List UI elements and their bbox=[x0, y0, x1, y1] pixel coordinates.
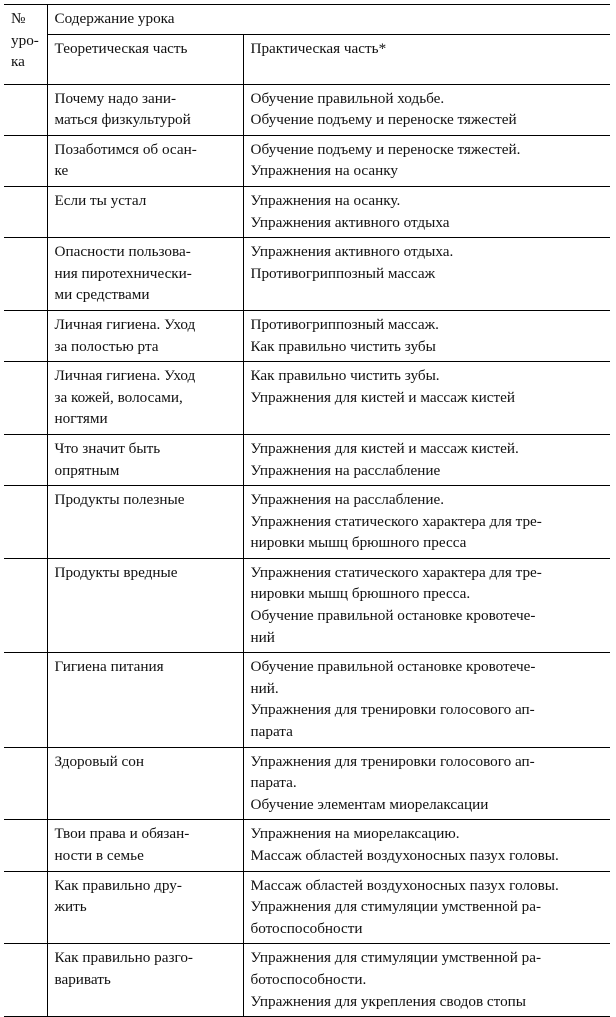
cell-text-line: Здоровый сон bbox=[54, 752, 145, 770]
cell-lesson-number bbox=[4, 747, 47, 820]
cell-text-line: Упражнения для укрепления сводов стопы bbox=[250, 992, 527, 1010]
cell-text-line: ний. bbox=[250, 679, 279, 697]
cell-theoretical-part bbox=[47, 486, 243, 559]
cell-text-line: Почему надо зани- bbox=[54, 89, 177, 107]
cell-text-line: Как правильно дру- bbox=[54, 876, 182, 894]
header-cell-theoretical-part: Теоретическая часть bbox=[47, 34, 243, 84]
cell-theoretical-part bbox=[47, 747, 243, 820]
cell-practical-part bbox=[243, 944, 610, 1017]
cell-theoretical-part bbox=[47, 186, 243, 237]
cell-lesson-number bbox=[4, 434, 47, 485]
cell-lesson-number bbox=[4, 486, 47, 559]
cell-text-line: Что значит быть bbox=[54, 439, 161, 457]
table-row bbox=[4, 486, 610, 559]
cell-text-line: Как правильно чистить зубы bbox=[250, 337, 436, 355]
cell-practical-part bbox=[243, 238, 610, 311]
table-row bbox=[4, 747, 610, 820]
cell-text-line: ногтями bbox=[54, 410, 108, 428]
header-num-line-3: ка bbox=[11, 53, 25, 71]
cell-lesson-number bbox=[4, 362, 47, 435]
cell-text-line: ке bbox=[54, 162, 69, 180]
cell-text-line: Упражнения на миорелаксацию. bbox=[250, 825, 460, 843]
cell-text-line: Упражнения на расслабление. bbox=[250, 491, 445, 509]
cell-practical-part bbox=[243, 653, 610, 747]
cell-text-line: Упражнения на осанку. bbox=[250, 191, 401, 209]
cell-text-line: Обучение правильной остановке кровотече- bbox=[250, 658, 536, 676]
cell-practical-part bbox=[243, 84, 610, 135]
cell-practical-part bbox=[243, 434, 610, 485]
cell-text-line: Противогриппозный массаж bbox=[250, 264, 436, 282]
cell-text-line: Обучение правильной остановке кровотече- bbox=[250, 607, 536, 625]
table-row bbox=[4, 186, 610, 237]
cell-practical-part bbox=[243, 558, 610, 652]
cell-theoretical-part bbox=[47, 653, 243, 747]
cell-theoretical-part bbox=[47, 558, 243, 652]
cell-text-line: ний bbox=[250, 628, 275, 646]
cell-lesson-number bbox=[4, 558, 47, 652]
cell-lesson-number bbox=[4, 186, 47, 237]
table-row bbox=[4, 238, 610, 311]
cell-practical-part bbox=[243, 820, 610, 871]
cell-practical-part bbox=[243, 871, 610, 944]
cell-text-line: Упражнения статического характера для тре- bbox=[250, 512, 542, 530]
header-cell-lesson-number bbox=[4, 5, 47, 85]
cell-text-line: Обучение элементам миорелаксации bbox=[250, 795, 489, 813]
cell-practical-part bbox=[243, 747, 610, 820]
cell-practical-part bbox=[243, 362, 610, 435]
table-row bbox=[4, 362, 610, 435]
cell-text-line: Если ты устал bbox=[54, 191, 147, 209]
cell-text-line: маться физкультурой bbox=[54, 111, 191, 129]
cell-text-line: Личная гигиена. Уход bbox=[54, 367, 196, 385]
cell-text-line: Упражнения на осанку bbox=[250, 162, 398, 180]
header-cell-practical-part: Практическая часть* bbox=[243, 34, 610, 84]
table-row bbox=[4, 310, 610, 361]
table-row bbox=[4, 558, 610, 652]
cell-theoretical-part bbox=[47, 310, 243, 361]
cell-theoretical-part bbox=[47, 84, 243, 135]
header-cell-lesson-content: Содержание урока bbox=[47, 5, 610, 35]
cell-theoretical-part bbox=[47, 434, 243, 485]
cell-text-line: за кожей, волосами, bbox=[54, 388, 183, 406]
cell-text-line: Продукты вредные bbox=[54, 563, 178, 581]
cell-text-line: за полостью рта bbox=[54, 337, 159, 355]
cell-practical-part bbox=[243, 310, 610, 361]
cell-lesson-number bbox=[4, 238, 47, 311]
cell-text-line: Как правильно разго- bbox=[54, 949, 193, 967]
cell-practical-part bbox=[243, 486, 610, 559]
table-row bbox=[4, 944, 610, 1017]
cell-text-line: ми средствами bbox=[54, 286, 150, 304]
cell-lesson-number bbox=[4, 135, 47, 186]
cell-practical-part bbox=[243, 186, 610, 237]
cell-text-line: Упражнения для кистей и массаж кистей bbox=[250, 388, 516, 406]
cell-text-line: нировки мышц брюшного пресса. bbox=[250, 585, 471, 603]
table-header bbox=[4, 5, 610, 85]
cell-text-line: Позаботимся об осан- bbox=[54, 140, 197, 158]
cell-text-line: варивать bbox=[54, 970, 111, 988]
cell-text-line: Упражнения статического характера для тре- bbox=[250, 563, 542, 581]
cell-text-line: ности в семье bbox=[54, 847, 144, 864]
table-row bbox=[4, 84, 610, 135]
cell-lesson-number bbox=[4, 944, 47, 1017]
cell-text-line: Упражнения для стимуляции умственной ра- bbox=[250, 949, 542, 967]
table-row bbox=[4, 653, 610, 747]
cell-text-line: Противогриппозный массаж. bbox=[250, 315, 439, 333]
cell-text-line: Массаж областей воздухоносных пазух головы. bbox=[250, 847, 559, 864]
table-header-row-top bbox=[4, 5, 610, 35]
cell-text-line: Обучение подъему и переноске тяжестей bbox=[250, 111, 517, 129]
header-num-line-2: уро- bbox=[11, 31, 39, 49]
table-body bbox=[4, 84, 610, 1017]
cell-theoretical-part bbox=[47, 871, 243, 944]
cell-text-line: ботоспособности. bbox=[250, 970, 367, 988]
cell-text-line: Обучение подъему и переноске тяжестей. bbox=[250, 140, 521, 158]
table-row bbox=[4, 820, 610, 871]
cell-text-line: ботоспособности bbox=[250, 919, 363, 937]
cell-theoretical-part bbox=[47, 362, 243, 435]
cell-text-line: Продукты полезные bbox=[54, 491, 185, 509]
cell-text-line: парата bbox=[250, 723, 293, 741]
cell-text-line: Опасности пользова- bbox=[54, 243, 191, 261]
cell-lesson-number bbox=[4, 653, 47, 747]
cell-text-line: Упражнения для тренировки голосового ап- bbox=[250, 752, 535, 770]
cell-text-line: опрятным bbox=[54, 461, 120, 479]
cell-lesson-number bbox=[4, 84, 47, 135]
cell-text-line: ния пиротехнически- bbox=[54, 264, 192, 282]
cell-practical-part bbox=[243, 135, 610, 186]
cell-text-line: Упражнения активного отдыха. bbox=[250, 243, 454, 261]
cell-text-line: Гигиена питания bbox=[54, 658, 164, 676]
table-header-row-bottom bbox=[4, 34, 610, 84]
cell-text-line: Обучение правильной ходьбе. bbox=[250, 89, 445, 107]
header-num-line-1: № bbox=[11, 10, 26, 27]
cell-text-line: Твои права и обязан- bbox=[54, 825, 190, 843]
table-row bbox=[4, 434, 610, 485]
cell-text-line: Как правильно чистить зубы. bbox=[250, 367, 440, 385]
cell-lesson-number bbox=[4, 871, 47, 944]
cell-theoretical-part bbox=[47, 238, 243, 311]
cell-text-line: нировки мышц брюшного пресса bbox=[250, 534, 467, 552]
cell-text-line: Упражнения для кистей и массаж кистей. bbox=[250, 439, 519, 457]
cell-theoretical-part bbox=[47, 944, 243, 1017]
table-row bbox=[4, 135, 610, 186]
cell-text-line: Массаж областей воздухоносных пазух головы. bbox=[250, 876, 559, 894]
cell-theoretical-part bbox=[47, 820, 243, 871]
cell-text-line: Упражнения для тренировки голосового ап- bbox=[250, 701, 535, 719]
cell-text-line: Упражнения на расслабление bbox=[250, 461, 441, 479]
cell-text-line: Упражнения для стимуляции умственной ра- bbox=[250, 898, 542, 916]
cell-text-line: жить bbox=[54, 898, 87, 916]
cell-text-line: парата. bbox=[250, 774, 297, 792]
cell-lesson-number bbox=[4, 820, 47, 871]
table-row bbox=[4, 871, 610, 944]
cell-text-line: Упражнения активного отдыха bbox=[250, 213, 450, 231]
cell-theoretical-part bbox=[47, 135, 243, 186]
cell-text-line: Личная гигиена. Уход bbox=[54, 315, 196, 333]
lesson-content-table bbox=[4, 4, 610, 1017]
cell-lesson-number bbox=[4, 310, 47, 361]
